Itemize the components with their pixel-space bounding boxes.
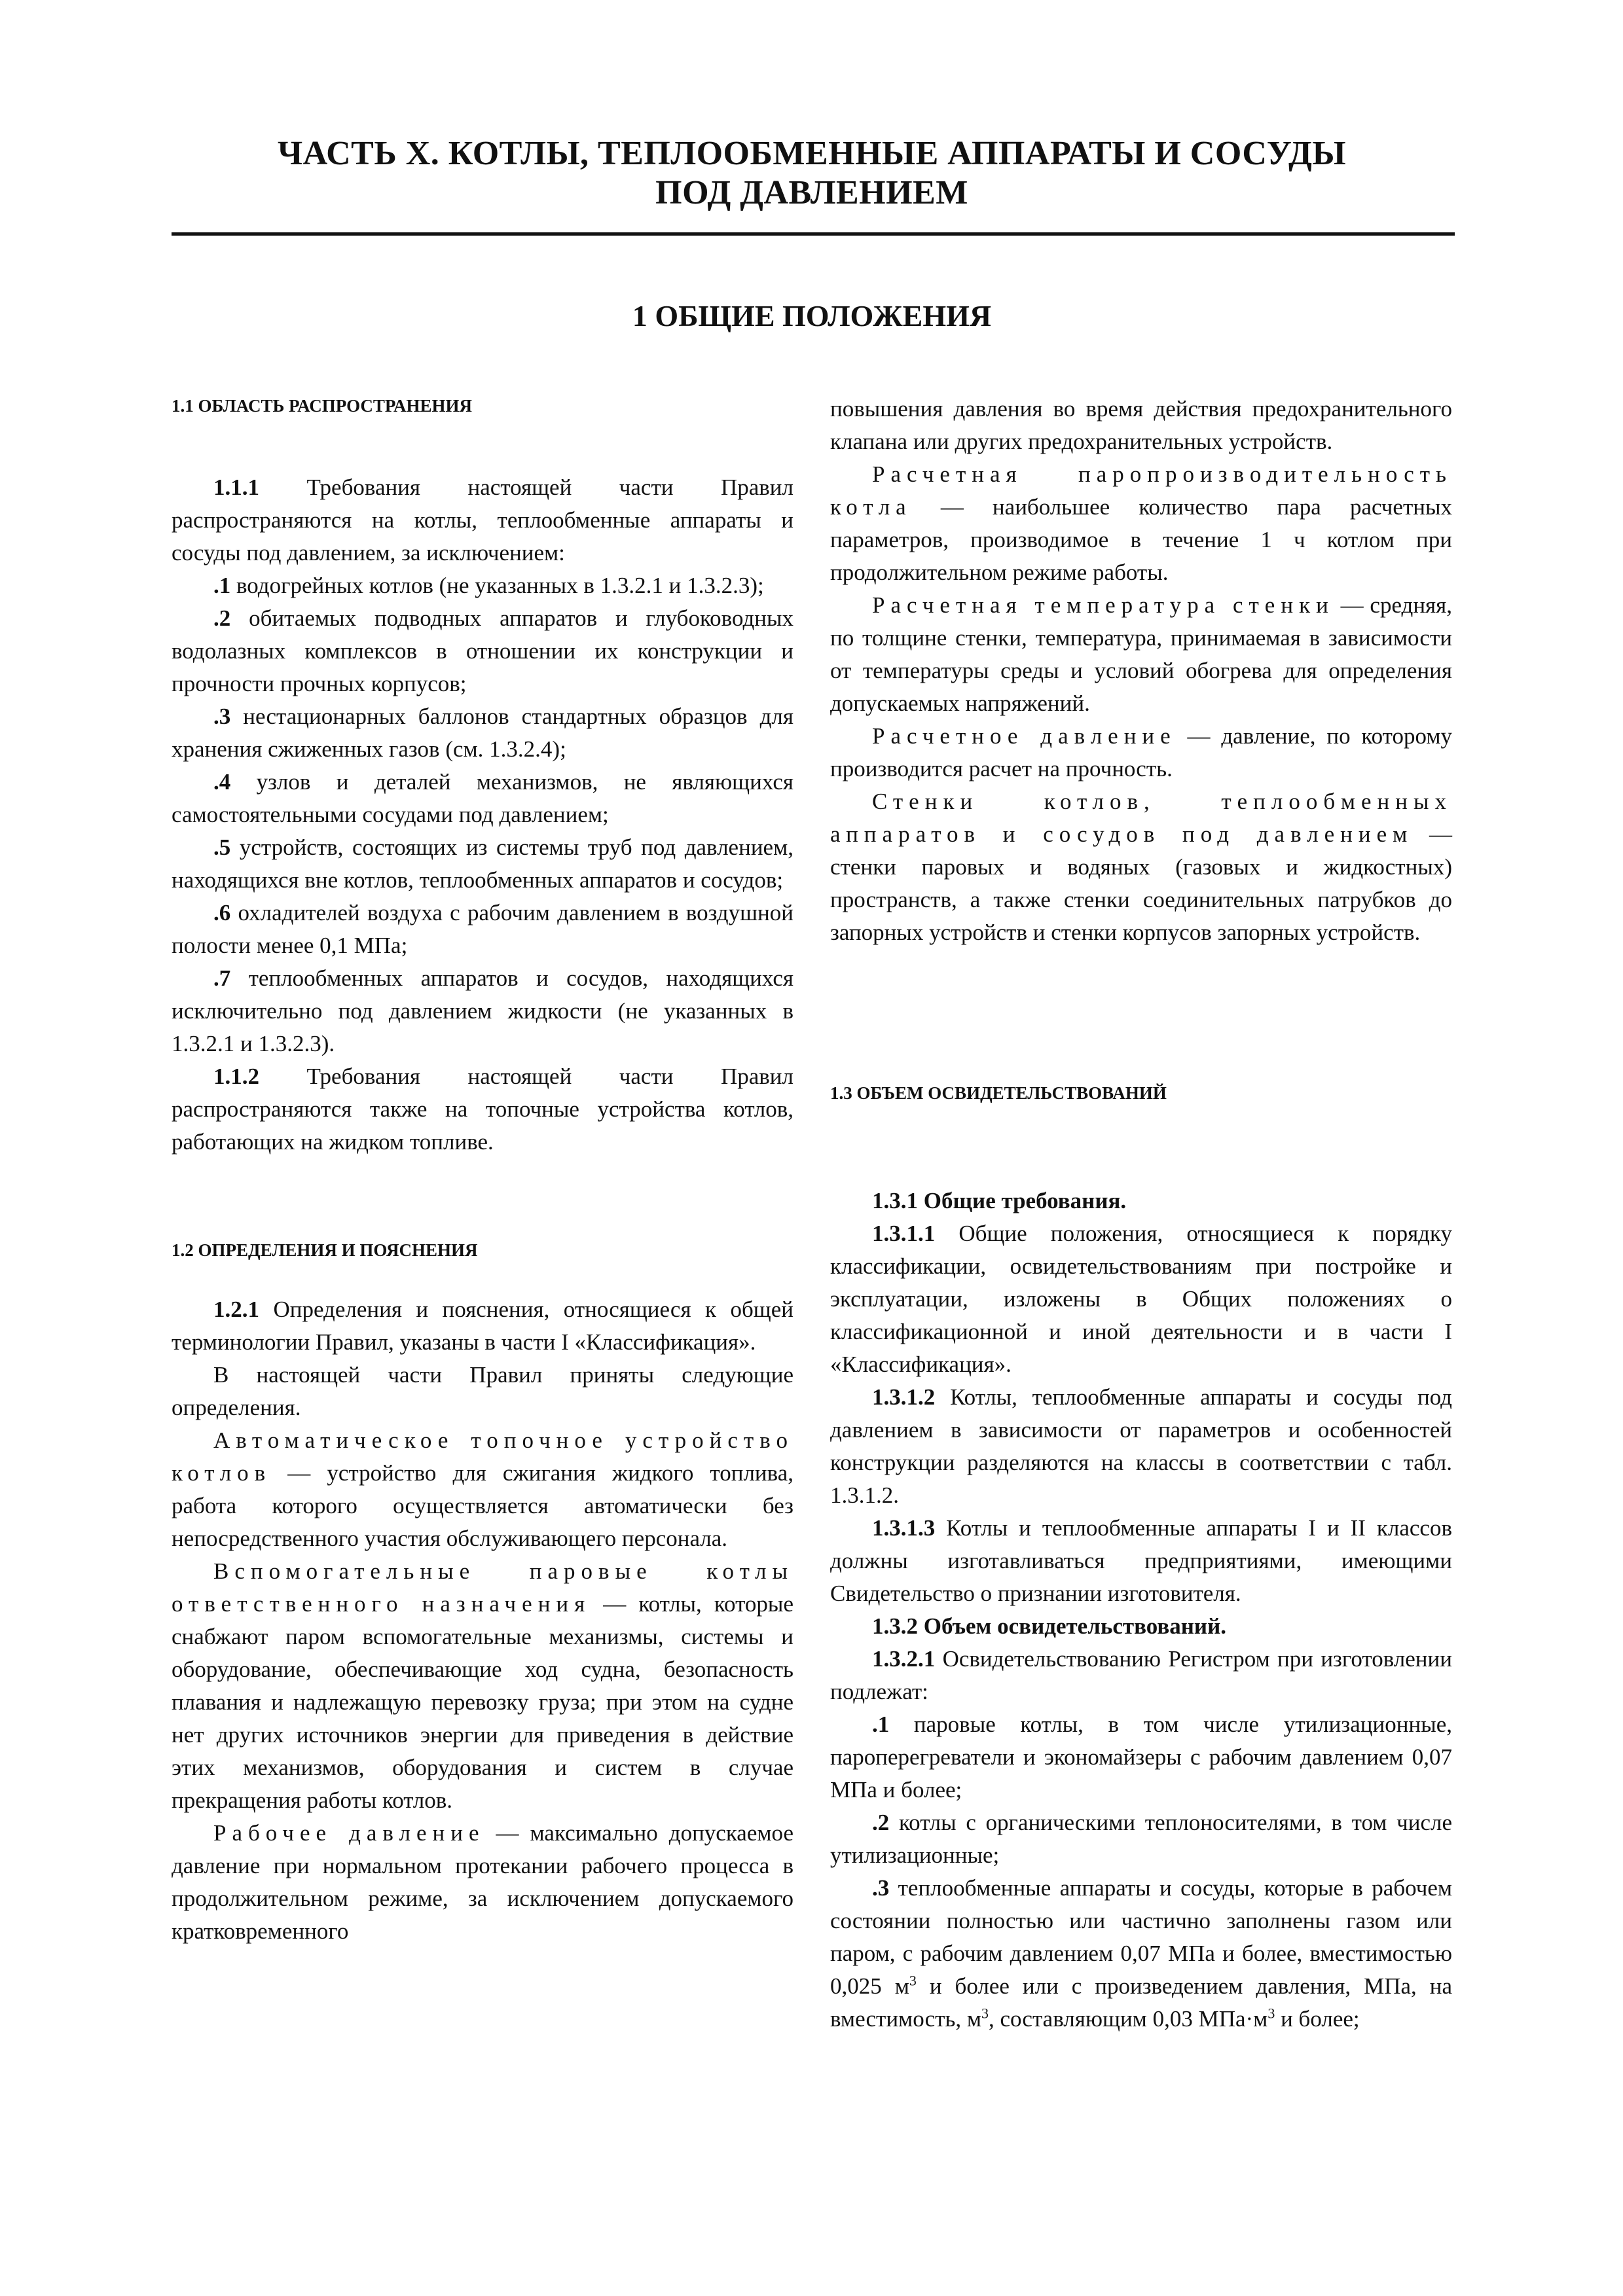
clause-number: 1.3.1.2: [872, 1384, 936, 1410]
definition-design-pressure: Расчетное давление — давление, по которому производится расчет на прочность.: [830, 723, 1452, 781]
list-item-number: .2: [872, 1810, 890, 1835]
list-item: .1 водогрейных котлов (не указанных в 1.3.2.1 и 1.3.2.3);: [213, 573, 764, 598]
list-item: .3 теплообменные аппараты и сосуды, которые в рабочем состоянии полностью или частично заполнены газом или паром, с рабочим давлением 0,07 МПа и более, вместимостью 0,025 $м^3$ и более или с произведением давления, МПа, на вместимость, $м^3$, составляющим 0,03 $МПа\cdot м^3$ и более;: [830, 1875, 1453, 2032]
list-item: .4 узлов и деталей механизмов, не являющихся самостоятельными сосудами под давлением;: [172, 769, 793, 827]
list-item-number: .4: [213, 769, 231, 795]
list-item-number: .6: [213, 900, 231, 925]
subsection-heading-1-2: 1.2 ОПРЕДЕЛЕНИЯ И ПОЯСНЕНИЯ: [172, 1240, 478, 1260]
paragraph-1-3-2-1: 1.3.2.1 Освидетельствованию Регистром при изготовлении подлежат:: [830, 1646, 1452, 1704]
definition-term: Автоматическое топочное устройство котлов: [172, 1427, 793, 1486]
paragraph-definitions-intro: В настоящей части Правил приняты следующие определения.: [172, 1362, 793, 1420]
list-item-number: .5: [213, 834, 231, 860]
list-item-number: .3: [213, 704, 231, 729]
definition-term: Вспомогательные паровые котлы ответственного назначения: [172, 1558, 793, 1617]
definition-term: Рабочее давление: [213, 1820, 485, 1846]
title-divider: [172, 232, 1455, 236]
subsection-heading-1-3: 1.3 ОБЪЕМ ОСВИДЕТЕЛЬСТВОВАНИЙ: [830, 1083, 1167, 1103]
list-item-number: .3: [872, 1875, 890, 1901]
clause-number: 1.1.2: [213, 1064, 259, 1089]
definition-automatic-burner: Автоматическое топочное устройство котлов — устройство для сжигания жидкого топлива, работа которого осуществляется автоматически без непосредственного участия обслуживающего персонала.: [172, 1427, 793, 1551]
clause-number: 1.2.1: [213, 1297, 259, 1322]
definition-term: Расчетная температура стенки: [872, 592, 1334, 618]
page-title-line-2: ПОД ДАВЛЕНИЕМ: [655, 174, 968, 211]
list-item: .1 паровые котлы, в том числе утилизационные, пароперегреватели и экономайзеры с рабочим давлением 0,07 МПа и более;: [830, 1712, 1452, 1803]
superscript: 3: [981, 2005, 989, 2022]
definition-auxiliary-boilers: Вспомогательные паровые котлы ответственного назначения — котлы, которые снабжают паром вспомогательные механизмы, системы и оборудование, обеспечивающие ход судна, безопасность плавания и надлежащую перевозку груза; при этом на судне нет других источников энергии для приведения в действие этих механизмов, оборудования и систем в случае прекращения работы котлов.: [172, 1558, 793, 1813]
clause-number: 1.3.2.1: [872, 1646, 936, 1672]
definition-steam-capacity: Расчетная паропроизводительность котла — наибольшее количество пара расчетных параметров, производимое в течение 1 ч котлом при продолжительном режиме работы.: [830, 461, 1452, 585]
heading-1-3-2: 1.3.2 Объем освидетельствований.: [872, 1613, 1227, 1639]
section-title: 1 ОБЩИЕ ПОЛОЖЕНИЯ: [632, 299, 992, 332]
list-item-number: .7: [213, 965, 231, 991]
left-column: [172, 393, 793, 1948]
superscript: 3: [909, 1972, 917, 1989]
clause-number: 1.3.1.1: [872, 1221, 936, 1246]
paragraph-continuation: повышения давления во время действия предохранительного клапана или других предохранительных устройств.: [830, 396, 1452, 454]
definition-term: Стенки котлов, теплообменных аппаратов и сосудов под давлением: [830, 789, 1452, 847]
definition-walls: Стенки котлов, теплообменных аппаратов и сосудов под давлением — стенки паровых и водяных (газовых и жидкостных) пространств, а также стенки соединительных патрубков до запорных устройств и стенки корпусов запорных устройств.: [830, 789, 1452, 945]
list-item: .2 котлы с органическими теплоносителями, в том числе утилизационные;: [830, 1810, 1452, 1868]
clause-number: 1.3.1.3: [872, 1515, 936, 1541]
list-item: .2 обитаемых подводных аппаратов и глубоководных водолазных комплексов в отношении их конструкции и прочности прочных корпусов;: [172, 605, 793, 696]
page-title-line-1: ЧАСТЬ X. КОТЛЫ, ТЕПЛООБМЕННЫЕ АППАРАТЫ И СОСУДЫ: [277, 135, 1347, 172]
paragraph-1-3-1-2: 1.3.1.2 Котлы, теплообменные аппараты и сосуды под давлением в зависимости от параметров и особенностей конструкции разделяются на классы в соответствии с табл. 1.3.1.2.: [830, 1384, 1452, 1508]
list-item: .3 нестационарных баллонов стандартных образцов для хранения сжиженных газов (см. 1.3.2.4);: [172, 704, 793, 762]
paragraph-1-1-2: 1.1.2 Требования настоящей части Правил распространяются также на топочные устройства котлов, работающих на жидком топливе.: [172, 1064, 793, 1155]
list-item: .5 устройств, состоящих из системы труб под давлением, находящихся вне котлов, теплообменных аппаратов и сосудов;: [172, 834, 793, 893]
superscript: 3: [1267, 2005, 1275, 2022]
right-column: [830, 393, 1452, 2036]
list-item: .6 охладителей воздуха с рабочим давлением в воздушной полости менее 0,1 МПа;: [172, 900, 793, 958]
paragraph-1-3-1-1: 1.3.1.1 Общие положения, относящиеся к порядку классификации, освидетельствованиям при постройке и эксплуатации, изложены в Общих положениях о классификационной и иной деятельности и в части I «Классификация».: [830, 1221, 1452, 1377]
page-title: [170, 134, 1453, 213]
list-item: .7 теплообменных аппаратов и сосудов, находящихся исключительно под давлением жидкости (не указанных в 1.3.2.1 и 1.3.2.3).: [172, 965, 793, 1056]
heading-1-3-1: 1.3.1 Общие требования.: [872, 1188, 1127, 1213]
list-item-number: .1: [213, 573, 231, 598]
definition-term: Расчетная паропроизводительность котла: [830, 461, 1452, 520]
list-item-number: .1: [872, 1712, 890, 1737]
clause-number: 1.1.1: [213, 475, 259, 500]
paragraph-1-3-1-3: 1.3.1.3 Котлы и теплообменные аппараты I и II классов должны изготавливаться предприятиями, имеющими Свидетельство о признании изготовителя.: [830, 1515, 1452, 1606]
definition-term: Расчетное давление: [872, 723, 1176, 749]
paragraph-1-2-1: 1.2.1 Определения и пояснения, относящиеся к общей терминологии Правил, указаны в части I «Классификация».: [172, 1297, 793, 1355]
definition-working-pressure: Рабочее давление — максимально допускаемое давление при нормальном протекании рабочего процесса в продолжительном режиме, за исключением допускаемого кратковременного: [172, 1820, 793, 1944]
paragraph-1-1-1: 1.1.1 Требования настоящей части Правил распространяются на котлы, теплообменные аппараты и сосуды под давлением, за исключением:: [172, 475, 793, 565]
subsection-heading-1-1: 1.1 ОБЛАСТЬ РАСПРОСТРАНЕНИЯ: [172, 396, 472, 416]
definition-wall-temperature: Расчетная температура стенки — средняя, по толщине стенки, температура, принимаемая в зависимости от температуры среды и условий обогрева для определения допускаемых напряжений.: [830, 592, 1453, 716]
list-item-number: .2: [213, 605, 231, 631]
